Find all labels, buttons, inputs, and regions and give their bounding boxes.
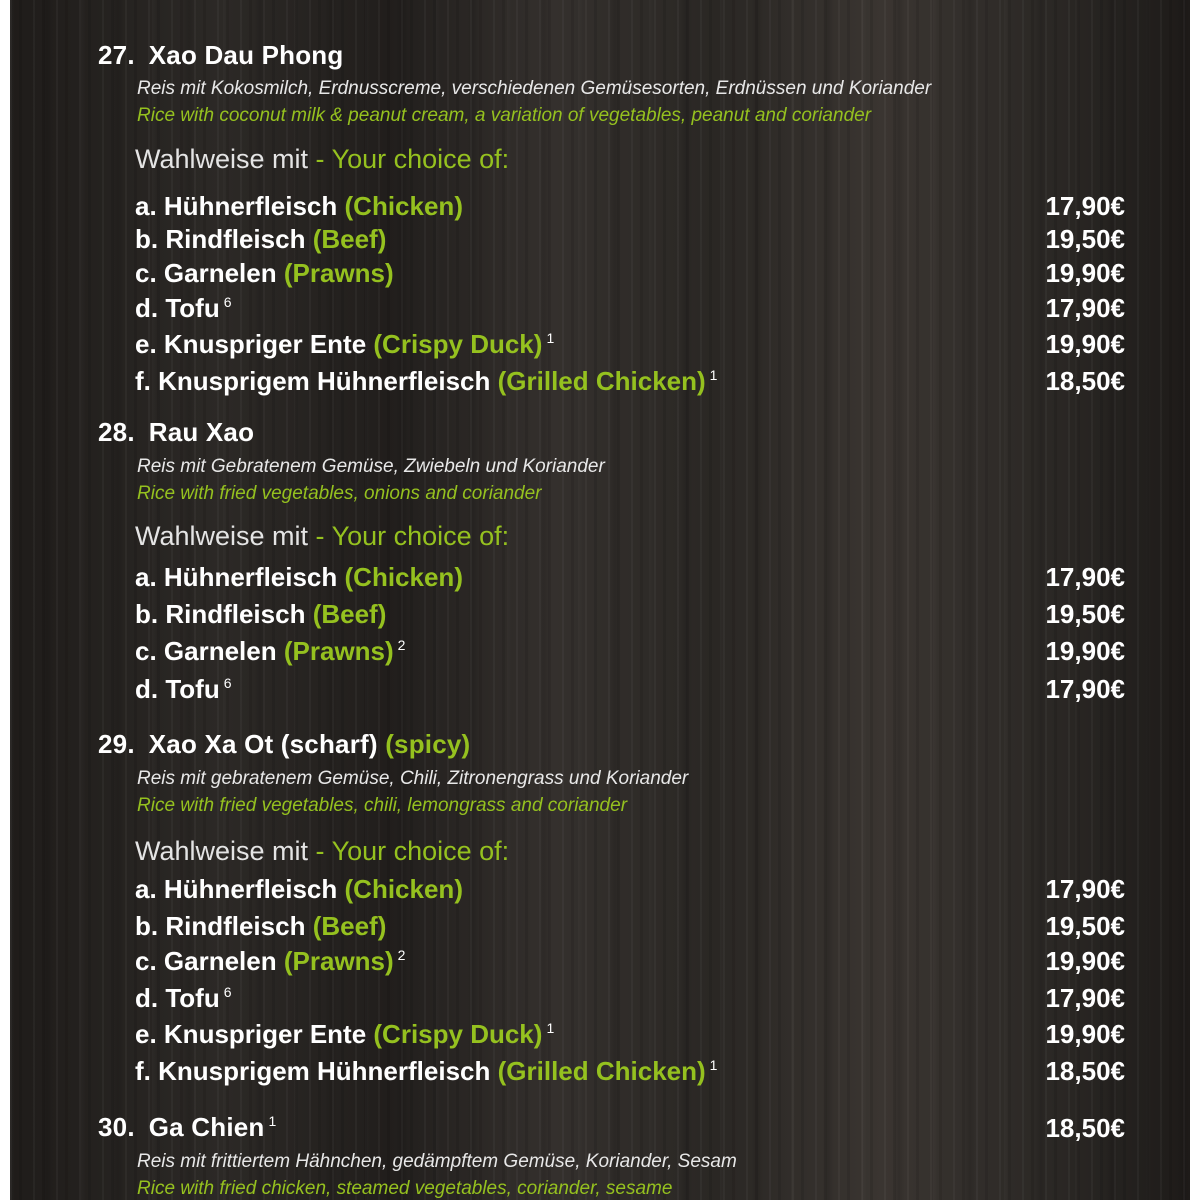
option-row bbox=[135, 1056, 1125, 1090]
option-label-en: (Crispy Duck) bbox=[373, 1019, 543, 1049]
option-label: d. Tofu bbox=[135, 983, 220, 1013]
price: 17,90€ bbox=[1045, 293, 1125, 323]
dish-title-29 bbox=[98, 729, 470, 760]
option-label: c. Garnelen bbox=[135, 946, 277, 976]
option-name bbox=[135, 191, 467, 222]
option-row bbox=[135, 946, 1125, 980]
option-label-en: (Prawns) bbox=[283, 636, 394, 666]
price: 17,90€ bbox=[1045, 562, 1125, 592]
dish-name: Xao Dau Phong bbox=[148, 40, 344, 70]
option-name bbox=[135, 674, 232, 705]
option-row bbox=[135, 329, 1125, 363]
option-label: a. Hühnerfleisch bbox=[135, 874, 338, 904]
option-name bbox=[135, 366, 717, 397]
option-label: f. Knusprigem Hühnerfleisch bbox=[135, 1056, 491, 1086]
option-label: c. Garnelen bbox=[135, 636, 277, 666]
option-label: d. Tofu bbox=[135, 293, 220, 323]
dish-number: 29. bbox=[98, 729, 135, 759]
choice-heading bbox=[135, 144, 509, 175]
option-name bbox=[135, 874, 467, 905]
option-name bbox=[135, 562, 467, 593]
choice-label-de: Wahlweise mit bbox=[135, 836, 309, 866]
choice-label-en: Your choice of: bbox=[331, 521, 510, 551]
choice-separator: - bbox=[308, 521, 332, 551]
allergen-note: 6 bbox=[223, 984, 232, 1001]
option-label: a. Hühnerfleisch bbox=[135, 191, 338, 221]
option-name bbox=[135, 1019, 554, 1050]
option-row bbox=[135, 636, 1125, 670]
price: 19,90€ bbox=[1045, 946, 1125, 976]
price: 19,90€ bbox=[1045, 329, 1125, 359]
option-row bbox=[135, 911, 1125, 945]
option-label-en: (Beef) bbox=[312, 224, 387, 254]
option-label-en: (Chicken) bbox=[344, 874, 463, 904]
option-label-en: (Crispy Duck) bbox=[373, 329, 543, 359]
choice-label-en: Your choice of: bbox=[331, 144, 510, 174]
allergen-note: 6 bbox=[223, 675, 232, 692]
allergen-note: 2 bbox=[397, 947, 406, 964]
price: 19,90€ bbox=[1045, 1019, 1125, 1049]
choice-separator: - bbox=[308, 144, 332, 174]
price: 17,90€ bbox=[1045, 983, 1125, 1013]
option-label: c. Garnelen bbox=[135, 258, 277, 288]
option-row bbox=[135, 983, 1125, 1017]
description-en: Rice with coconut milk & peanut cream, a variation of vegetables, peanut and coriander bbox=[137, 105, 872, 126]
option-label-en: (Grilled Chicken) bbox=[497, 1056, 706, 1086]
choice-label-de: Wahlweise mit bbox=[135, 144, 309, 174]
option-row bbox=[135, 224, 1125, 258]
price: 19,50€ bbox=[1045, 911, 1125, 941]
option-name bbox=[135, 224, 390, 255]
dish-title-27 bbox=[98, 40, 343, 71]
option-row bbox=[135, 874, 1125, 908]
choice-label-en: Your choice of: bbox=[331, 836, 510, 866]
dish-number: 28. bbox=[98, 417, 135, 447]
option-label: a. Hühnerfleisch bbox=[135, 562, 338, 592]
option-row bbox=[135, 366, 1125, 400]
choice-separator: - bbox=[308, 836, 332, 866]
description-de: Reis mit Kokosmilch, Erdnusscreme, verschiedenen Gemüsesorten, Erdnüssen und Koriander bbox=[137, 78, 932, 99]
option-row bbox=[135, 258, 1125, 292]
option-name bbox=[135, 911, 390, 942]
option-row bbox=[135, 674, 1125, 708]
option-label-en: (Grilled Chicken) bbox=[497, 366, 706, 396]
menu-page bbox=[10, 0, 1190, 1200]
option-label-en: (Chicken) bbox=[344, 562, 463, 592]
dish-number: 27. bbox=[98, 40, 135, 70]
description-en: Rice with fried vegetables, chili, lemongrass and coriander bbox=[137, 795, 628, 816]
price: 17,90€ bbox=[1045, 674, 1125, 704]
option-label-en: (Prawns) bbox=[283, 258, 394, 288]
allergen-note: 6 bbox=[223, 294, 232, 311]
price: 19,90€ bbox=[1045, 258, 1125, 288]
description-en: Rice with fried chicken, steamed vegetables, coriander, sesame bbox=[137, 1178, 673, 1199]
option-label: b. Rindfleisch bbox=[135, 224, 306, 254]
option-name bbox=[135, 946, 405, 977]
dish-name: Xao Xa Ot (scharf) bbox=[148, 729, 378, 759]
dish-30-price-row bbox=[135, 1113, 1125, 1147]
description-de: Reis mit Gebratenem Gemüse, Zwiebeln und Koriander bbox=[137, 456, 605, 477]
price: 19,90€ bbox=[1045, 636, 1125, 666]
price: 18,50€ bbox=[1045, 1113, 1125, 1143]
price: 17,90€ bbox=[1045, 191, 1125, 221]
option-label: d. Tofu bbox=[135, 674, 220, 704]
choice-heading bbox=[135, 521, 509, 552]
option-row bbox=[135, 191, 1125, 225]
dish-title-28 bbox=[98, 417, 254, 448]
description-de: Reis mit gebratenem Gemüse, Chili, Zitronengrass und Koriander bbox=[137, 768, 689, 789]
option-row bbox=[135, 1019, 1125, 1053]
option-label-en: (Chicken) bbox=[344, 191, 463, 221]
option-name bbox=[135, 329, 554, 360]
option-name bbox=[135, 636, 405, 667]
option-row bbox=[135, 293, 1125, 327]
allergen-note: 1 bbox=[546, 1020, 555, 1037]
allergen-note: 1 bbox=[709, 1057, 718, 1074]
option-name bbox=[135, 1056, 717, 1087]
price: 19,50€ bbox=[1045, 224, 1125, 254]
option-label: f. Knusprigem Hühnerfleisch bbox=[135, 366, 491, 396]
dish-name: Ga Chien bbox=[148, 1112, 265, 1142]
choice-heading bbox=[135, 836, 509, 867]
option-row bbox=[135, 599, 1125, 633]
option-label: b. Rindfleisch bbox=[135, 599, 306, 629]
price: 18,50€ bbox=[1045, 1056, 1125, 1086]
dish-number: 30. bbox=[98, 1112, 135, 1142]
option-name bbox=[135, 599, 390, 630]
option-name bbox=[135, 293, 232, 324]
description-de: Reis mit frittiertem Hähnchen, gedämpftem Gemüse, Koriander, Sesam bbox=[137, 1151, 737, 1172]
option-row bbox=[135, 562, 1125, 596]
price: 19,50€ bbox=[1045, 599, 1125, 629]
option-label: b. Rindfleisch bbox=[135, 911, 306, 941]
allergen-note: 1 bbox=[268, 1113, 277, 1130]
price: 17,90€ bbox=[1045, 874, 1125, 904]
option-label-en: (Beef) bbox=[312, 599, 387, 629]
option-label: e. Knuspriger Ente bbox=[135, 329, 367, 359]
allergen-note: 2 bbox=[397, 637, 406, 654]
option-name bbox=[135, 983, 232, 1014]
choice-label-de: Wahlweise mit bbox=[135, 521, 309, 551]
option-name bbox=[135, 258, 398, 289]
allergen-note: 1 bbox=[546, 330, 555, 347]
description-en: Rice with fried vegetables, onions and coriander bbox=[137, 483, 542, 504]
option-label: e. Knuspriger Ente bbox=[135, 1019, 367, 1049]
dish-name: Rau Xao bbox=[148, 417, 255, 447]
option-label-en: (Prawns) bbox=[283, 946, 394, 976]
allergen-note: 1 bbox=[709, 367, 718, 384]
option-label-en: (Beef) bbox=[312, 911, 387, 941]
dish-name-en: (spicy) bbox=[385, 729, 471, 759]
price: 18,50€ bbox=[1045, 366, 1125, 396]
